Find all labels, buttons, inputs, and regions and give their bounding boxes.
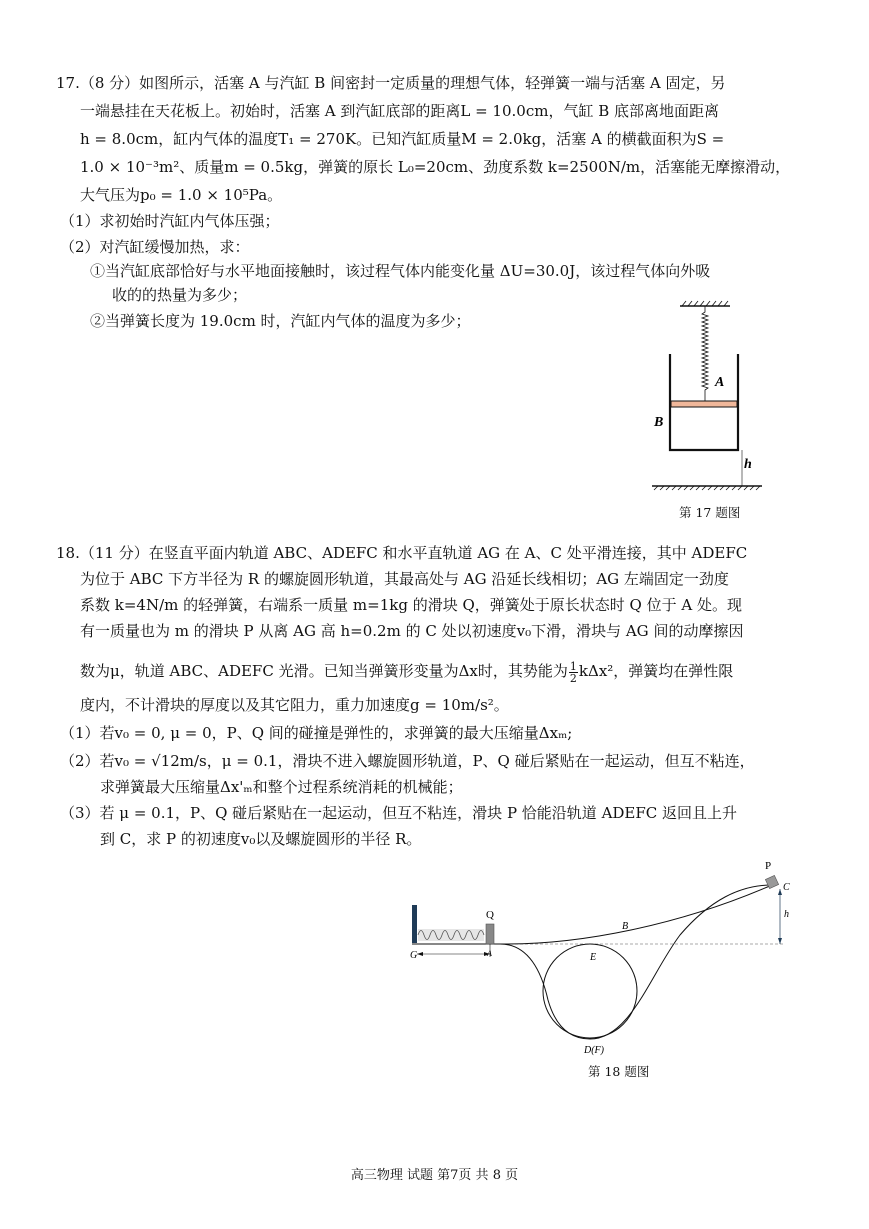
fraction-numerator: 1	[569, 659, 577, 673]
q17-line-1: 17.（8 分）如图所示，活塞 A 与汽缸 B 间密封一定质量的理想气体，轻弹簧一端与活塞 A 固定，另	[56, 74, 726, 92]
q17-part-2a-line-1: ①当汽缸底部恰好与水平地面接触时，该过程气体内能变化量 ΔU=30.0J，该过程气体向外吸	[90, 262, 711, 280]
label-q: Q	[486, 909, 494, 921]
label-p: P	[765, 860, 772, 872]
q17-line-2: 一端悬挂在天花板上。初始时，活塞 A 到汽缸底部的距离L = 10.0cm，气缸 B 底部离地面距离	[80, 102, 720, 120]
figure-17	[640, 300, 770, 500]
figure-18	[400, 855, 800, 1060]
q17-part-2a-line-2: 收的的热量为多少；	[112, 286, 248, 304]
figure-17-caption: 第 17 题图	[679, 505, 741, 520]
spring	[702, 306, 708, 401]
label-b-track: B	[622, 921, 629, 932]
block-q	[486, 924, 494, 944]
q18-line-5-a: 数为μ，轨道 ABC、ADEFC 光滑。已知当弹簧形变量为Δx时，其势能为	[80, 662, 568, 680]
q18-line-2: 为位于 ABC 下方半径为 R 的螺旋圆形轨道，其最高处与 AG 沿延长线相切；AG 左端固定一劲度	[80, 570, 729, 588]
figure-18-caption: 第 18 题图	[588, 1064, 650, 1079]
q18-line-5	[80, 660, 733, 684]
wall	[412, 905, 417, 943]
q18-part-1: （1）若v₀ = 0, μ = 0，P、Q 间的碰撞是弹性的，求弹簧的最大压缩量Δxₘ;	[60, 724, 573, 742]
q18-line-1: 18.（11 分）在竖直平面内轨道 ABC、ADEFC 和水平直轨道 AG 在 A、C 处平滑连接，其中 ADEFC	[56, 544, 748, 562]
label-h-18: h	[784, 909, 789, 920]
q18-part-2-line-1: （2）若v₀ = √12m/s，μ = 0.1，滑块不进入螺旋圆形轨道，P、Q 碰后紧贴在一起运动，但互不粘连，	[60, 752, 755, 770]
q17-line-4: 1.0 × 10⁻³m²、质量m = 0.5kg，弹簧的原长 L₀=20cm、劲度系数 k=2500N/m，活塞能无摩擦滑动，	[80, 158, 791, 176]
track-fc	[590, 885, 772, 1039]
page-footer: 高三物理 试题 第7页 共 8 页	[350, 1168, 519, 1183]
label-e: E	[590, 952, 597, 963]
q18-line-4: 有一质量也为 m 的滑块 P 从离 AG 高 h=0.2m 的 C 处以初速度v₀下滑，滑块与 AG 间的动摩擦因	[80, 622, 744, 640]
label-a-point: A	[487, 949, 492, 958]
q17-part-2: （2）对汽缸缓慢加热，求：	[60, 238, 250, 256]
q18-part-3-line-1: （3）若 μ = 0.1，P、Q 碰后紧贴在一起运动，但互不粘连，滑块 P 恰能沿轨道 ADEFC 返回且上升	[60, 804, 738, 822]
q17-line-5: 大气压为p₀ = 1.0 × 10⁵Pa。	[80, 186, 283, 204]
piston-a	[671, 401, 737, 407]
label-b: B	[654, 415, 664, 430]
q18-line-5-b: kΔx²，弹簧均在弹性限	[578, 662, 734, 680]
track-ad	[500, 944, 590, 1039]
q18-part-2-line-2: 求弹簧最大压缩量Δx'ₘ和整个过程系统消耗的机械能；	[100, 778, 463, 796]
label-c: C	[783, 882, 790, 893]
q18-line-3: 系数 k=4N/m 的轻弹簧，右端系一质量 m=1kg 的滑块 Q，弹簧处于原长状态时 Q 位于 A 处。现	[80, 596, 742, 614]
label-g: G	[410, 950, 418, 961]
q17-line-3: h = 8.0cm，缸内气体的温度T₁ = 270K。已知汽缸质量M = 2.0kg，活塞 A 的横截面积为S =	[80, 130, 725, 148]
q18-line-6: 度内，不计滑块的厚度以及其它阻力，重力加速度g = 10m/s²。	[80, 696, 509, 714]
fraction-one-half	[569, 661, 578, 684]
q18-part-3-line-2: 到 C，求 P 的初速度v₀以及螺旋圆形的半径 R。	[100, 830, 422, 848]
label-a: A	[715, 375, 725, 390]
q17-part-2b: ②当弹簧长度为 19.0cm 时，汽缸内气体的温度为多少；	[90, 312, 471, 330]
label-h: h	[744, 457, 752, 472]
q17-part-1: （1）求初始时汽缸内气体压强；	[60, 212, 280, 230]
label-df: D(F)	[584, 1045, 604, 1056]
fraction-denominator: 2	[569, 671, 577, 685]
